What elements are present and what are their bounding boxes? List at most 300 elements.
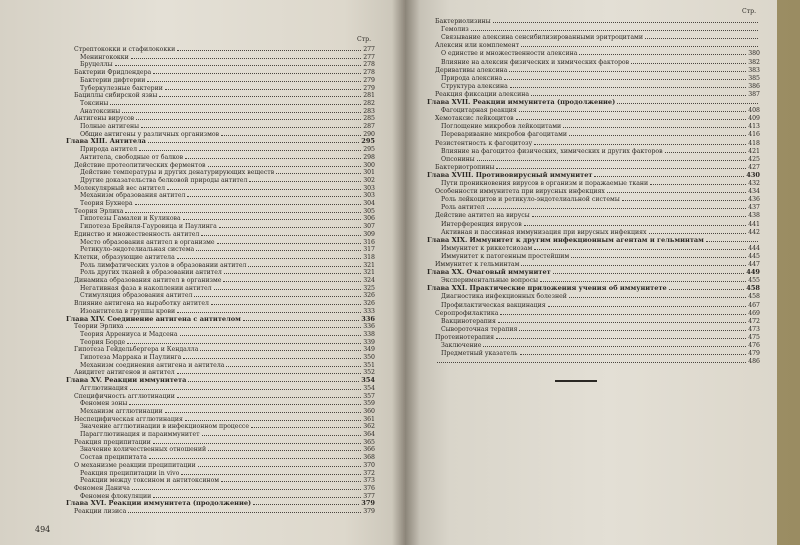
toc-chapter-heading [427, 98, 760, 106]
toc-entry-title: Активная и пассивная иммунизация при вирусных инфекциях [441, 228, 647, 236]
toc-entry-title: Стимуляция образования антител [80, 292, 193, 300]
toc-entry-title: Феномен зоны [80, 400, 128, 408]
toc-entry-title: Гипотеза Маррака и Паулинга [80, 354, 182, 361]
leader-dots [493, 17, 758, 23]
toc-entry-title: Природа алексина [441, 74, 503, 82]
leader-dots [553, 268, 744, 274]
toc-entry-title: Полные антигены [80, 123, 140, 130]
toc-entry-title: Роль лимфатических узлов в образовании антител [80, 261, 247, 269]
toc-entry-page: 379 [361, 499, 375, 508]
toc-entry-page: 324 [363, 277, 375, 284]
toc-entry-page: 336 [363, 323, 375, 331]
toc-entry-page: 354 [363, 384, 375, 392]
section-divider [555, 380, 597, 382]
toc-entry-title: Теория Бухнера [80, 200, 133, 207]
toc-entry-page: 300 [363, 161, 375, 169]
toc-entry-title: Гипотеза Брейнля-Гауровица и Паулинга [80, 223, 217, 231]
leader-dots [276, 168, 361, 174]
toc-entry-title: Экспериментальные вопросы [441, 277, 539, 285]
toc-entry-title: Клетки, образующие антитела [74, 253, 175, 261]
leader-dots [219, 222, 361, 228]
toc-entry-title: Иммунитет к риккетсиозам [441, 244, 533, 252]
toc-entry-page: 317 [363, 246, 375, 254]
toc-entry-page: 333 [363, 307, 375, 315]
leader-dots [198, 461, 362, 467]
toc-entry-page: 380 [748, 50, 760, 58]
toc-entry-title: Специфичность агглютинации [74, 392, 175, 400]
toc-entry-page: 469 [748, 309, 760, 317]
toc-entry-title: Профилактическая вакцинация [441, 301, 546, 309]
toc-chapter-heading [427, 236, 760, 244]
toc-entry-title: Природа антител [80, 146, 138, 154]
toc-entry-title: Глава XIX. Иммунитет к другим инфекционным агентам и гельминтам [427, 235, 704, 244]
leader-dots [148, 137, 359, 143]
leader-dots [177, 253, 361, 259]
toc-entry-title: О единстве и множественности алексина [441, 50, 578, 58]
toc-entry-page: 382 [748, 58, 760, 66]
toc-entry-page: 278 [363, 61, 375, 69]
toc-entry-title: Гемолиз [441, 26, 469, 34]
toc-entry-title: Глава XV. Реакции иммунитета [66, 376, 187, 385]
leader-dots [125, 207, 361, 213]
toc-entry-title: Глава XVI. Реакции иммунитета (продолжение) [66, 499, 252, 508]
leader-dots [471, 25, 758, 31]
toc-entry-title: Переваривание микробов фагоцитами [441, 131, 568, 139]
leader-dots [180, 330, 362, 336]
leader-dots [531, 90, 746, 96]
toc-entry-page: 449 [746, 268, 760, 277]
toc-entry-title: Изоантитела в группы крови [80, 307, 176, 315]
leader-dots [153, 492, 361, 498]
leader-dots [248, 261, 361, 267]
toc-entry-page: 295 [361, 137, 375, 146]
toc-entry-page: 295 [363, 146, 375, 154]
toc-chapter-heading [427, 284, 760, 292]
toc-entry-title: Авидитет антигенов и антител [74, 369, 175, 377]
leader-dots [521, 260, 746, 266]
toc-entry-page: 302 [363, 176, 375, 184]
toc-entry-title: Связывание алексина сенсибилизированными эритроцитами [441, 34, 643, 42]
toc-entry-page: 472 [748, 317, 760, 325]
toc-chapter-heading [427, 171, 760, 179]
toc-entry-page: 290 [363, 130, 375, 138]
toc-entry-title: Механизм образования антител [80, 192, 186, 200]
page-number: 494 [35, 525, 51, 534]
leader-dots [208, 161, 362, 167]
toc-entry-page: 379 [363, 508, 375, 515]
leader-dots [249, 176, 361, 182]
leader-dots [177, 307, 361, 313]
toc-entry-page: 309 [363, 230, 375, 238]
toc-entry-title: Теория Эрлиха [74, 207, 124, 215]
toc-entry-title: Гипотезы Гамалеи и Куликова [80, 215, 181, 223]
toc-entry-title: Агглютинация [80, 384, 128, 392]
toc-entry-title: Ретикуло-эндотелиальная система [80, 246, 195, 254]
toc-entry-page: 366 [363, 446, 375, 454]
toc-entry-page: 304 [363, 200, 375, 207]
toc-entry-title: Хемотаксис лейкоцитов [435, 115, 514, 123]
toc-entry-page: 430 [746, 170, 760, 179]
toc-entry-page: 298 [363, 153, 375, 161]
toc-entry-title: Молекулярный вес антител [74, 184, 166, 192]
toc-entry-page: 467 [748, 301, 760, 309]
leader-dots [540, 276, 746, 282]
toc-entry-page: 277 [363, 53, 375, 61]
toc-entry-title: Пути проникновения вирусов в организм и поражаемые ткани [441, 180, 649, 187]
toc-entry-page: 306 [363, 215, 375, 223]
toc-entry-title: Интерференция вирусов [441, 220, 522, 228]
toc-entry-title: Менингококки [80, 53, 129, 61]
toc-entry-page: 352 [363, 369, 375, 377]
toc-entry-title: Токсины [80, 99, 109, 107]
leader-dots [136, 114, 361, 120]
toc-entry-title: Заключение [441, 342, 482, 349]
toc-entry-title: Бактерии дифтерии [80, 76, 146, 84]
toc-entry-page: 427 [748, 163, 760, 171]
leader-dots [139, 145, 361, 151]
toc-entry-title: Неспецифическая агглютинация [74, 415, 183, 423]
leader-dots [135, 199, 362, 205]
leader-dots [510, 82, 746, 88]
toc-entry-page: 278 [363, 69, 375, 77]
toc-entry-title: Состав преципитата [80, 454, 147, 462]
leader-dots [177, 45, 361, 51]
leader-dots [127, 338, 361, 344]
toc-entry-page: 473 [748, 325, 760, 333]
toc-entry-title: Роль других тканей в образовании антител [80, 269, 222, 277]
toc-entry-page: 432 [748, 180, 760, 187]
toc-entry-title: Феномен флокуляции [80, 492, 152, 500]
toc-entry-title: Диагностика инфекционных болезней [441, 293, 567, 301]
toc-entry-title: Иммунитет к гельминтам [435, 261, 520, 268]
toc-entry-title: Сывороточная терапия [441, 325, 518, 333]
toc-entry-page: 372 [363, 469, 375, 477]
leader-dots [617, 98, 758, 104]
toc-entry-page: 458 [748, 293, 760, 301]
toc-entry-title: Глава XVII. Реакции иммунитета (продолжение) [427, 98, 616, 106]
toc-entry-title: Бруцеллы [80, 61, 113, 69]
toc-entry-page: 321 [363, 261, 375, 269]
toc-entry-page: 441 [748, 220, 760, 228]
leader-dots [214, 284, 362, 290]
leader-dots [183, 353, 361, 359]
leader-dots [153, 438, 361, 444]
leader-dots [165, 407, 362, 413]
leader-dots [650, 179, 746, 185]
toc-entry-page: 387 [748, 90, 760, 98]
leader-dots [110, 99, 361, 105]
toc-entry-page: 316 [363, 238, 375, 246]
toc-entry-title: Структура алексина [441, 82, 508, 90]
leader-dots [149, 453, 361, 459]
leader-dots [221, 476, 361, 482]
leader-dots [211, 299, 361, 305]
toc-entry-page: 359 [363, 400, 375, 408]
leader-dots [607, 187, 746, 193]
toc-entry-page: 364 [363, 431, 375, 438]
leader-dots [509, 66, 746, 72]
toc-entry-title: Деривативы алексина [435, 66, 508, 74]
toc-entry-page: 455 [748, 277, 760, 285]
leader-dots [208, 445, 361, 451]
toc-entry-title: Глава XVIII. Противовирусный иммунитет [427, 170, 593, 179]
toc-entry-title: Реакции между токсином и антитоксином [80, 477, 220, 485]
leader-dots [130, 384, 361, 390]
toc-entry-title: Парагглютинация и параиммунитет [80, 431, 200, 438]
right-page [405, 0, 777, 545]
toc-entry-page: 409 [748, 115, 760, 123]
toc-entry-page: 318 [363, 253, 375, 261]
leader-dots [177, 392, 361, 398]
leader-dots [196, 245, 361, 251]
leader-dots [223, 276, 361, 282]
toc-entry-page: 385 [748, 74, 760, 82]
toc-entry-title: Теории Эрлиха [74, 323, 124, 331]
toc-entry-title: Стрептококки и стафилококки [74, 46, 176, 53]
toc-entry-page: 303 [363, 184, 375, 192]
toc-entry-title: Глава XXI. Практические приложения учения об иммунитете [427, 284, 667, 293]
toc-entry-title: Предметный указатель [441, 350, 518, 358]
toc-entry-title: Единство и множественность антител [74, 230, 200, 238]
leader-dots [141, 122, 361, 128]
toc-entry [74, 507, 375, 516]
toc-entry-title: Значение агглютинации в инфекционном процессе [80, 423, 250, 431]
toc-entry-title: Значение количественных отношений [80, 446, 207, 454]
toc-entry-title: Реакция преципитации in vivo [80, 469, 180, 477]
leader-dots [532, 211, 747, 217]
toc-entry-title: Влияние антигена на выработку антител [74, 300, 209, 308]
toc-entry-page: 326 [363, 300, 375, 308]
toc-entry-page: 338 [363, 330, 375, 338]
toc-entry-title: Резистентность к фагоцитозу [435, 139, 533, 147]
toc-entry-page: 444 [748, 244, 760, 252]
leader-dots [519, 106, 746, 112]
leader-dots [665, 147, 747, 153]
toc-entry-title: Туберкулезные бактерии [80, 84, 163, 92]
toc-entry-page: 418 [748, 139, 760, 147]
toc-entry-title: Роль лейкоцитов и ретикуло-эндотелиальной системы [441, 196, 620, 204]
leader-dots [622, 195, 746, 201]
leader-dots [201, 230, 361, 236]
toc-entry-title: Действие антител на вирусы [435, 212, 530, 220]
toc-entry-page: 361 [363, 415, 375, 423]
toc-entry [435, 357, 760, 366]
toc-entry-page: 475 [748, 333, 760, 341]
toc-entry-page: 370 [363, 461, 375, 469]
leader-dots [253, 499, 359, 505]
leader-dots [524, 220, 747, 226]
toc-entry-title: Антитела, свободные от балков [80, 153, 184, 161]
toc-entry-title: Иммунитет к патогенным простейшим [441, 252, 570, 260]
toc-entry-page: 301 [363, 169, 375, 177]
toc-entry-page: 336 [361, 314, 375, 323]
toc-entry-title: Реакция фиксации алексина [435, 90, 530, 98]
toc-entry-title: Поглощение микробов лейкоцитами [441, 123, 562, 131]
toc-entry-title: Другие доказательства белковой природы антител [80, 176, 248, 184]
leader-dots [202, 430, 362, 436]
toc-entry-page: 281 [363, 92, 375, 100]
leader-dots [185, 415, 361, 421]
leader-dots [569, 292, 746, 298]
toc-entry-page: 365 [363, 438, 375, 446]
toc-entry-title: Механизм соединения антигена и антитела [80, 361, 225, 369]
toc-entry-page: 354 [361, 376, 375, 385]
toc-entry-title: Бактерии Фридлендера [74, 69, 152, 77]
leader-dots [115, 60, 362, 66]
toc-entry-page: 303 [363, 192, 375, 200]
toc-entry-page: 357 [363, 392, 375, 400]
leader-dots [122, 107, 361, 113]
toc-entry-title: Влияние на фагоцитоз физических, химических и других факторов [441, 147, 663, 155]
toc-entry-title: Глава XIII. Антитела [66, 137, 146, 146]
toc-entry-page: 416 [748, 131, 760, 139]
toc-entry-title: Реакции лизиса [74, 508, 127, 515]
leader-dots [534, 139, 746, 145]
book-gutter [392, 0, 420, 545]
toc-entry-page: 434 [748, 188, 760, 196]
toc-entry-title: Глава XX. Очаговый иммунитет [427, 268, 551, 277]
leader-dots [153, 68, 361, 74]
toc-entry-title: О механизме реакции преципитации [74, 461, 196, 469]
leader-dots [251, 422, 361, 428]
toc-entry-title: Опсонины [441, 155, 475, 163]
leader-dots [645, 33, 758, 39]
toc-entry-title: Вакцинотерапия [441, 317, 496, 325]
toc-entry-title: Феномен Данича [74, 484, 130, 492]
toc-entry-page: 436 [748, 196, 760, 204]
toc-entry-title: Влияние на алексин физических и химических факторов [441, 58, 630, 66]
toc-entry-page: 349 [363, 346, 375, 354]
page-column-header: Стр. [357, 36, 372, 43]
toc-entry-page: 437 [748, 204, 760, 212]
toc-entry-title: Глава XIV. Соединение антигена с антителом [66, 314, 241, 323]
leader-dots [631, 58, 746, 64]
toc-entry-title: Серопрофилактика [435, 309, 499, 317]
leader-dots [129, 399, 361, 405]
leader-dots [504, 74, 746, 80]
leader-dots [200, 345, 361, 351]
toc-entry-page: 277 [363, 46, 375, 53]
toc-entry-page: 325 [363, 284, 375, 292]
leader-dots [181, 469, 361, 475]
toc-entry-page: 283 [363, 107, 375, 115]
toc-entry-page: 476 [748, 342, 760, 349]
toc-entry-page: 326 [363, 292, 375, 300]
leader-dots [217, 238, 362, 244]
toc-entry-title: Бактериолизины [435, 18, 491, 25]
toc-entry-title: Фагоцитарная реакция [441, 107, 517, 115]
page-column-header: Стр. [742, 8, 757, 15]
leader-dots [519, 325, 746, 331]
leader-dots [126, 322, 362, 328]
toc-entry-page: 445 [748, 252, 760, 260]
leader-dots [520, 349, 747, 355]
toc-entry-title: Антигены вирусов [74, 115, 135, 123]
toc-entry-page: 362 [363, 423, 375, 431]
toc-entry-title: Бациллы сибирской язвы [74, 92, 158, 100]
leader-dots [521, 41, 758, 47]
leader-dots [194, 291, 361, 297]
toc-entry-page: 479 [748, 350, 760, 358]
toc-entry-page: 486 [748, 358, 760, 366]
leader-dots [243, 315, 359, 321]
leader-dots [496, 163, 746, 169]
leader-dots [496, 333, 746, 339]
leader-dots [132, 484, 361, 490]
leader-dots [516, 114, 747, 120]
leader-dots [483, 341, 746, 347]
leader-dots [534, 244, 746, 250]
leader-dots [187, 191, 361, 197]
leader-dots [649, 228, 747, 234]
toc-entry-page: 351 [363, 361, 375, 369]
toc-entry-title: Реакция преципитации [74, 438, 151, 446]
toc-entry-page: 339 [363, 338, 375, 346]
toc-entry-title: Место образования антител в организме [80, 238, 215, 246]
toc-entry-page: 373 [363, 477, 375, 485]
leader-dots [167, 184, 361, 190]
leader-dots [128, 507, 361, 513]
leader-dots [188, 376, 359, 382]
toc-entry-page: 386 [748, 82, 760, 90]
toc-entry-title: Бактериотропины [435, 163, 495, 171]
toc-entry-page: 425 [748, 155, 760, 163]
toc-entry-title: Теория Борде [80, 338, 126, 346]
leader-dots [569, 130, 746, 136]
leader-dots [185, 153, 361, 159]
leader-dots [159, 91, 361, 97]
toc-entry-page: 279 [363, 84, 375, 92]
toc-entry-page: 350 [363, 354, 375, 361]
toc-entry-title: Протеинотерапия [435, 333, 495, 341]
toc-entry-page: 413 [748, 123, 760, 131]
toc-entry-title: Роль антител [441, 204, 485, 212]
toc-entry-title: Механизм агглютинации [80, 407, 163, 415]
leader-dots [177, 368, 361, 374]
leader-dots [183, 214, 361, 220]
toc-entry-title: Динамика образования антител в организме [74, 277, 222, 284]
leader-dots [498, 317, 746, 323]
toc-entry-page: 408 [748, 107, 760, 115]
leader-dots [147, 76, 361, 82]
toc-entry-title: Действие протеолитических ферментов [74, 161, 206, 169]
leader-dots [706, 236, 758, 242]
toc-entry-page: 287 [363, 123, 375, 130]
leader-dots [579, 49, 746, 55]
toc-entry-title: Теория Аррениуса и Мадсена [80, 330, 178, 338]
toc-entry-page: 307 [363, 223, 375, 231]
toc-entry-page: 305 [363, 207, 375, 215]
leader-dots [226, 361, 361, 367]
toc-entry-title: Особенности иммунитета при вирусных инфекциях [435, 188, 605, 196]
leader-dots [487, 203, 747, 209]
toc-entry-page: 282 [363, 99, 375, 107]
toc-entry-page: 377 [363, 492, 375, 500]
toc-entry-page: 321 [363, 269, 375, 277]
toc-entry-page: 360 [363, 407, 375, 415]
leader-dots [437, 357, 746, 363]
leader-dots [594, 171, 744, 177]
toc-entry-title: Негативная фаза в накоплении антител [80, 284, 212, 292]
toc-entry-page: 458 [746, 284, 760, 293]
toc-entry-title: Алексин или комплемент [435, 42, 520, 50]
toc-entry-page: 447 [748, 261, 760, 268]
toc-entry-page: 442 [748, 228, 760, 236]
toc-entry-title: Гипотеза Гейдельбергера и Кендалла [74, 346, 199, 354]
toc-entry-title: Действие температуры и других денатурирующих веществ [80, 169, 275, 177]
toc-entry-title: Анатоксины [80, 107, 121, 115]
leader-dots [221, 130, 361, 136]
